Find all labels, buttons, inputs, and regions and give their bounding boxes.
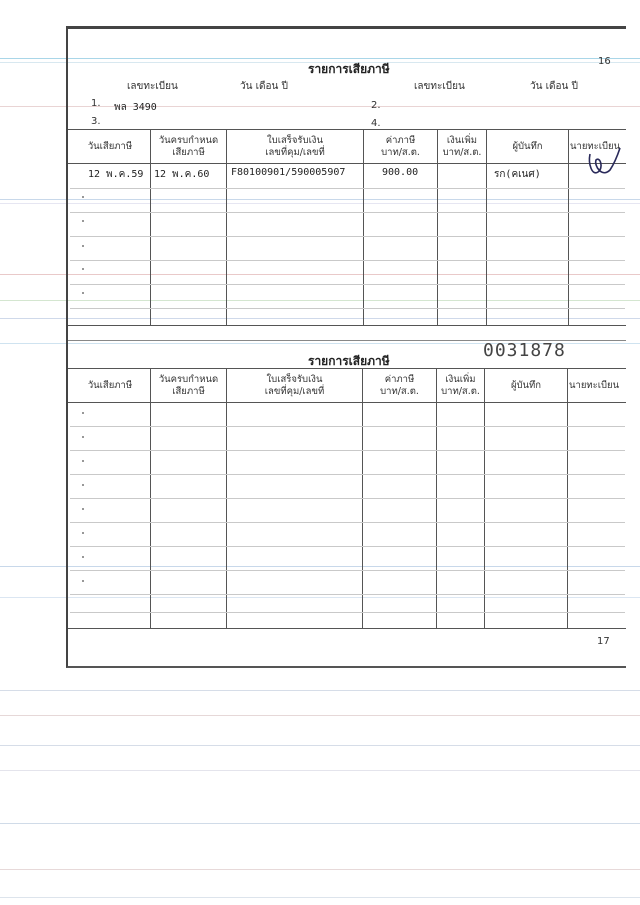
section-title: รายการเสียภาษี <box>308 62 390 76</box>
col-header-tax: ค่าภาษี บาท/ส.ต. <box>381 135 420 158</box>
reg-label-right: เลขทะเบียน <box>414 81 465 92</box>
cell-due-date: 12 พ.ค.60 <box>154 169 210 180</box>
col-header-due-date: วันครบกำหนด เสียภาษี <box>158 135 219 158</box>
col-header-surcharge-bottom: เงินเพิ่ม บาท/ส.ต. <box>441 374 480 397</box>
col-header-recorder: ผู้บันทึก <box>512 141 543 152</box>
page-number-bottom: 17 <box>597 636 610 647</box>
col-header-surcharge: เงินเพิ่ม บาท/ส.ต. <box>442 135 482 158</box>
col-header-receipt-bottom: ใบเสร็จรับเงิน เลขที่คุม/เลขที่ <box>264 374 325 397</box>
page-number-top: 16 <box>598 56 611 67</box>
registration-value: พล 3490 <box>114 102 157 113</box>
cell-receipt: F80100901/590005907 <box>231 167 346 178</box>
col-header-registrar-bottom: นายทะเบียน <box>569 380 620 391</box>
row-number-1: 1. <box>91 98 101 109</box>
col-header-paid-date-bottom: วันเสียภาษี <box>87 380 133 391</box>
col-header-tax-bottom: ค่าภาษี บาท/ส.ต. <box>380 374 419 397</box>
cell-paid-date: 12 พ.ค.59 <box>88 169 144 180</box>
row-number-3: 3. <box>91 116 101 127</box>
cell-tax: 900.00 <box>382 167 419 178</box>
date-label-left: วัน เดือน ปี <box>240 81 288 92</box>
row-number-2: 2. <box>371 100 381 111</box>
col-header-receipt: ใบเสร็จรับเงิน เลขที่คุม/เลขที่ <box>265 135 325 158</box>
serial-number: 0031878 <box>483 340 566 361</box>
date-label-right: วัน เดือน ปี <box>530 81 578 92</box>
section-title-bottom: รายการเสียภาษี <box>308 354 390 368</box>
reg-label-left: เลขทะเบียน <box>127 81 178 92</box>
col-header-recorder-bottom: ผู้บันทึก <box>510 380 542 391</box>
registrar-signature <box>584 142 624 182</box>
row-number-4: 4. <box>371 118 381 129</box>
cell-recorder: รก(คเนศ) <box>494 169 541 180</box>
col-header-paid-date: วันเสียภาษี <box>87 141 133 152</box>
col-header-registrar: นายทะเบียน <box>570 141 621 152</box>
col-header-due-date-bottom: วันครบกำหนด เสียภาษี <box>158 374 219 397</box>
